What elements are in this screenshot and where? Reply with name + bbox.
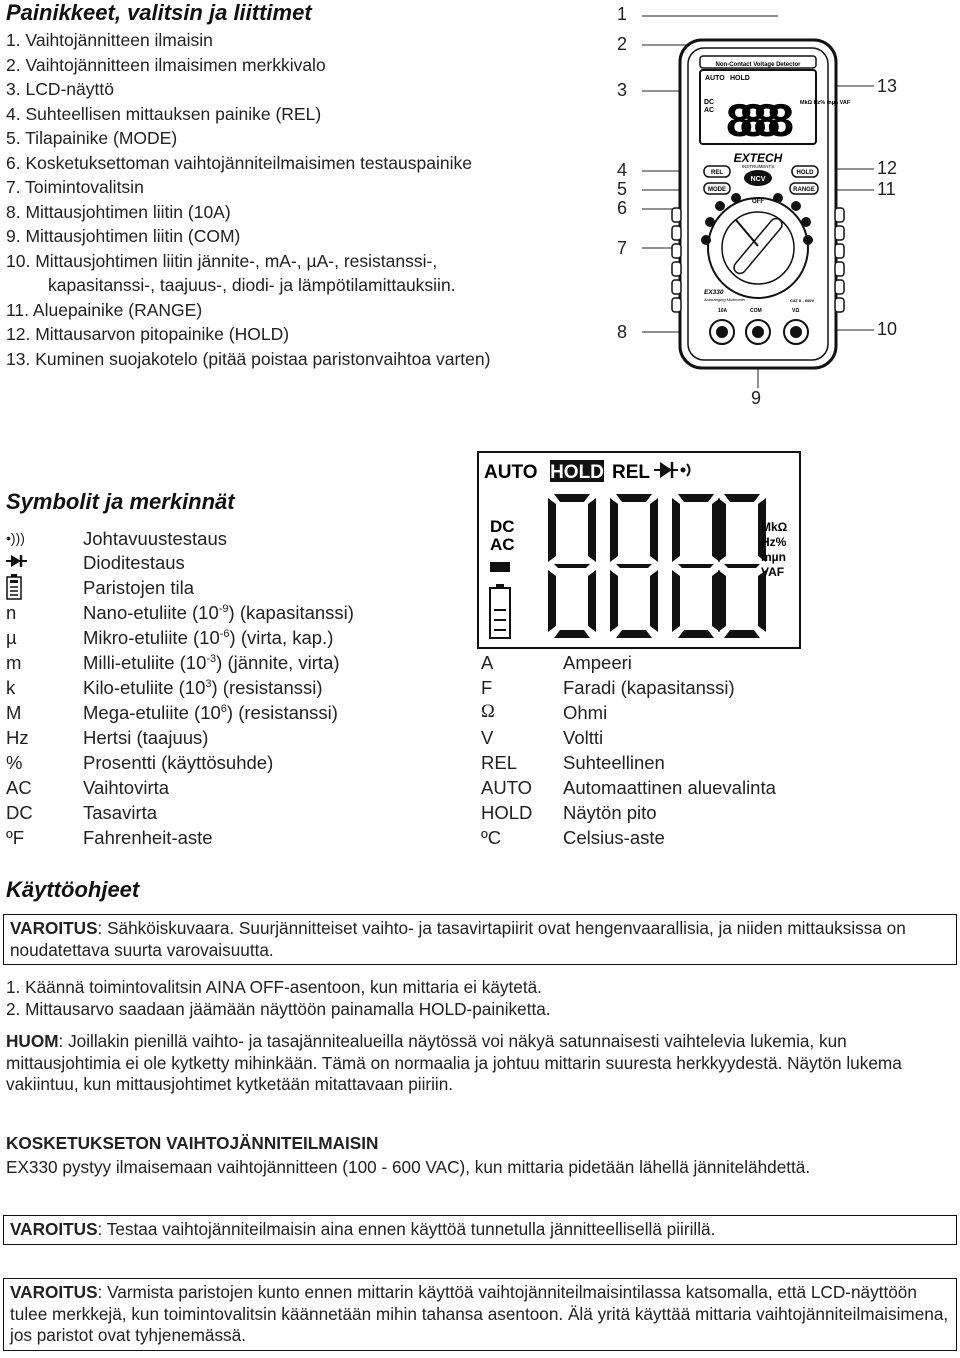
- lcd-dc: DC: [490, 517, 515, 536]
- list-item: 5. Tilapainike (MODE): [6, 128, 178, 148]
- callout-3: 3: [617, 80, 628, 100]
- note-text: : Joillakin pienillä vaihto- ja tasajännitealueilla näytössä voi näkyä satunnaisesti vaihtelevia lukemia, kun mittausjohtimia ei ole kytketty mihinkään. Tämä on normaalia ja johtuu mittarin suuresta herkkyydestä. Näytön lukema vakiintuu, kun mittausjohtimet kytketään mitattavaan piiriin.: [6, 1031, 902, 1094]
- warning-text: : Testaa vaihtojänniteilmaisin aina ennen käyttöä tunnetulla jännitteellisellä piirillä.: [97, 1219, 716, 1239]
- list-item: 1. Vaihtojännitteen ilmaisin: [6, 30, 213, 50]
- svg-text:NCV: NCV: [750, 176, 766, 183]
- callout-6: 6: [617, 198, 628, 218]
- meter-ac-label: AC: [704, 107, 715, 114]
- warning-box-test: [3, 1215, 957, 1245]
- note-label: HUOM: [6, 1031, 59, 1051]
- lcd-units-3: mµn: [761, 550, 786, 564]
- mode-button[interactable]: [704, 183, 730, 194]
- warning-text: : Varmista paristojen kunto ennen mittarin käyttöä vaihtojänniteilmaisintilassa katsomalla, että LCD-näyttöön tulee merkkejä, kun toimintovalitsin käännetään mihin tahansa asentoon. Älä yritä käyttää mittaria vaihtojänniteilmaisimena, jos paristot ovat tyhjenemässä.: [10, 1282, 949, 1345]
- jack-10a[interactable]: [710, 320, 734, 344]
- callout-9: 9: [751, 388, 762, 408]
- list-item: 6. Kosketuksettoman vaihtojänniteilmaisimen testauspainike: [6, 152, 472, 173]
- callout-2: 2: [617, 34, 628, 54]
- list-item: 7. Toimintovalitsin: [6, 177, 144, 197]
- range-button[interactable]: [790, 183, 818, 194]
- section-title-controls: Painikkeet, valitsin ja liittimet: [6, 0, 312, 25]
- lcd-units-4: VAF: [761, 565, 785, 579]
- list-item: 11. Aluepainike (RANGE): [6, 299, 203, 320]
- lcd-units-1: MkΩ: [761, 520, 788, 534]
- list-item: 10. Mittausjohtimen liitin jännite-, mA-, µA-, resistanssi-,: [6, 250, 438, 271]
- lcd-display-diagram: [476, 450, 804, 650]
- list-item: 13. Kuminen suojakotelo (pitää poistaa paristonvaihtoa varten): [6, 348, 491, 369]
- brand-logo: EXTECH: [733, 151, 783, 165]
- list-item: kapasitanssi-, taajuus-, diodi- ja lämpötilamittauksiin.: [48, 275, 456, 295]
- continuity-icon: •))): [6, 530, 25, 546]
- callout-8: 8: [617, 322, 628, 342]
- jack-v-label: VΩ: [792, 308, 800, 314]
- lcd-auto: AUTO: [484, 462, 538, 483]
- svg-text:MODE: MODE: [708, 187, 726, 193]
- lcd-units-2: Hz%: [761, 535, 787, 549]
- section-title-symbols: Symbolit ja merkinnät: [6, 489, 235, 514]
- battery-indicator-icon: [490, 584, 510, 638]
- cat-rating: CAT II - 600V: [790, 298, 815, 303]
- hold-button[interactable]: [792, 166, 818, 177]
- callout-4: 4: [617, 160, 628, 180]
- multimeter-diagram: [628, 0, 958, 400]
- jack-10a-label: 10A: [718, 308, 728, 314]
- battery-icon: [6, 574, 22, 605]
- list-item: 4. Suhteellisen mittauksen painike (REL): [6, 103, 322, 124]
- warning-box-battery: [3, 1278, 957, 1351]
- model-name: EX330: [704, 289, 724, 296]
- lcd-minus-segment: [490, 562, 510, 572]
- callout-7: 7: [617, 238, 628, 258]
- steps-list: [6, 977, 956, 1020]
- list-item: 1. Käännä toimintovalitsin AINA OFF-asentoon, kun mittaria ei käytetä.: [6, 977, 542, 997]
- warning-text: : Sähköiskuvaara. Suurjännitteiset vaihto- ja tasavirtapiirit ovat hengenvaarallisia, ja niiden mittauksissa on noudatettava suurta varovaisuutta.: [10, 918, 906, 960]
- ncv-heading: KOSKETUKSETON VAIHTOJÄNNITEILMAISIN: [6, 1133, 379, 1153]
- section-title-instructions: Käyttöohjeet: [6, 877, 140, 902]
- warning-box-shock: [3, 914, 957, 965]
- svg-text:RANGE: RANGE: [793, 187, 815, 193]
- callout-12: 12: [877, 158, 898, 178]
- diode-icon: [6, 552, 28, 575]
- list-item: 2. Vaihtojännitteen ilmaisimen merkkivalo: [6, 54, 326, 75]
- jack-com-label: COM: [750, 308, 762, 314]
- brand-sub: INSTRUMENTS: [741, 164, 775, 169]
- ncv-paragraph: EX330 pystyy ilmaisemaan vaihtojännitteen (100 - 600 VAC), kun mittaria pidetään lähellä jännitelähdettä.: [6, 1157, 811, 1177]
- off-label: OFF: [752, 199, 764, 205]
- list-item: 12. Mittausarvon pitopainike (HOLD): [6, 324, 290, 344]
- list-item: 8. Mittausjohtimen liitin (10A): [6, 201, 231, 222]
- note-paragraph: [6, 1031, 954, 1096]
- jack-v[interactable]: [784, 320, 808, 344]
- svg-text:HOLD: HOLD: [796, 170, 814, 176]
- callout-11: 11: [877, 179, 896, 199]
- callout-5: 5: [617, 179, 628, 199]
- ncv-button[interactable]: [744, 170, 772, 186]
- controls-list: [6, 28, 490, 371]
- warning-label: VAROITUS: [10, 918, 98, 938]
- ncv-detector-label: Non-Contact Voltage Detector: [715, 62, 801, 68]
- meter-auto-label: AUTO: [705, 75, 725, 82]
- list-item: 3. LCD-näyttö: [6, 79, 114, 99]
- model-sub: Autoranging Multimeter: [704, 297, 746, 302]
- list-item: 9. Mittausjohtimen liitin (COM): [6, 226, 241, 246]
- callout-1: 1: [617, 4, 628, 24]
- rel-button[interactable]: [704, 166, 730, 177]
- meter-units: MkΩ Hz% mµn VAF: [800, 100, 851, 106]
- jack-com[interactable]: [746, 320, 770, 344]
- warning-label: VAROITUS: [10, 1282, 98, 1302]
- callout-13: 13: [877, 76, 898, 96]
- list-item: 2. Mittausarvo saadaan jäämään näyttöön painamalla HOLD-painiketta.: [6, 998, 551, 1019]
- svg-text:REL: REL: [711, 170, 723, 176]
- lcd-ac: AC: [490, 535, 515, 554]
- meter-hold-label: HOLD: [730, 75, 750, 82]
- warning-label: VAROITUS: [10, 1219, 98, 1239]
- lcd-hold: HOLD: [550, 462, 604, 483]
- callout-10: 10: [877, 319, 898, 339]
- lcd-rel: REL: [612, 462, 650, 483]
- meter-dc-label: DC: [704, 99, 715, 106]
- meter-digits: 8888: [725, 97, 795, 151]
